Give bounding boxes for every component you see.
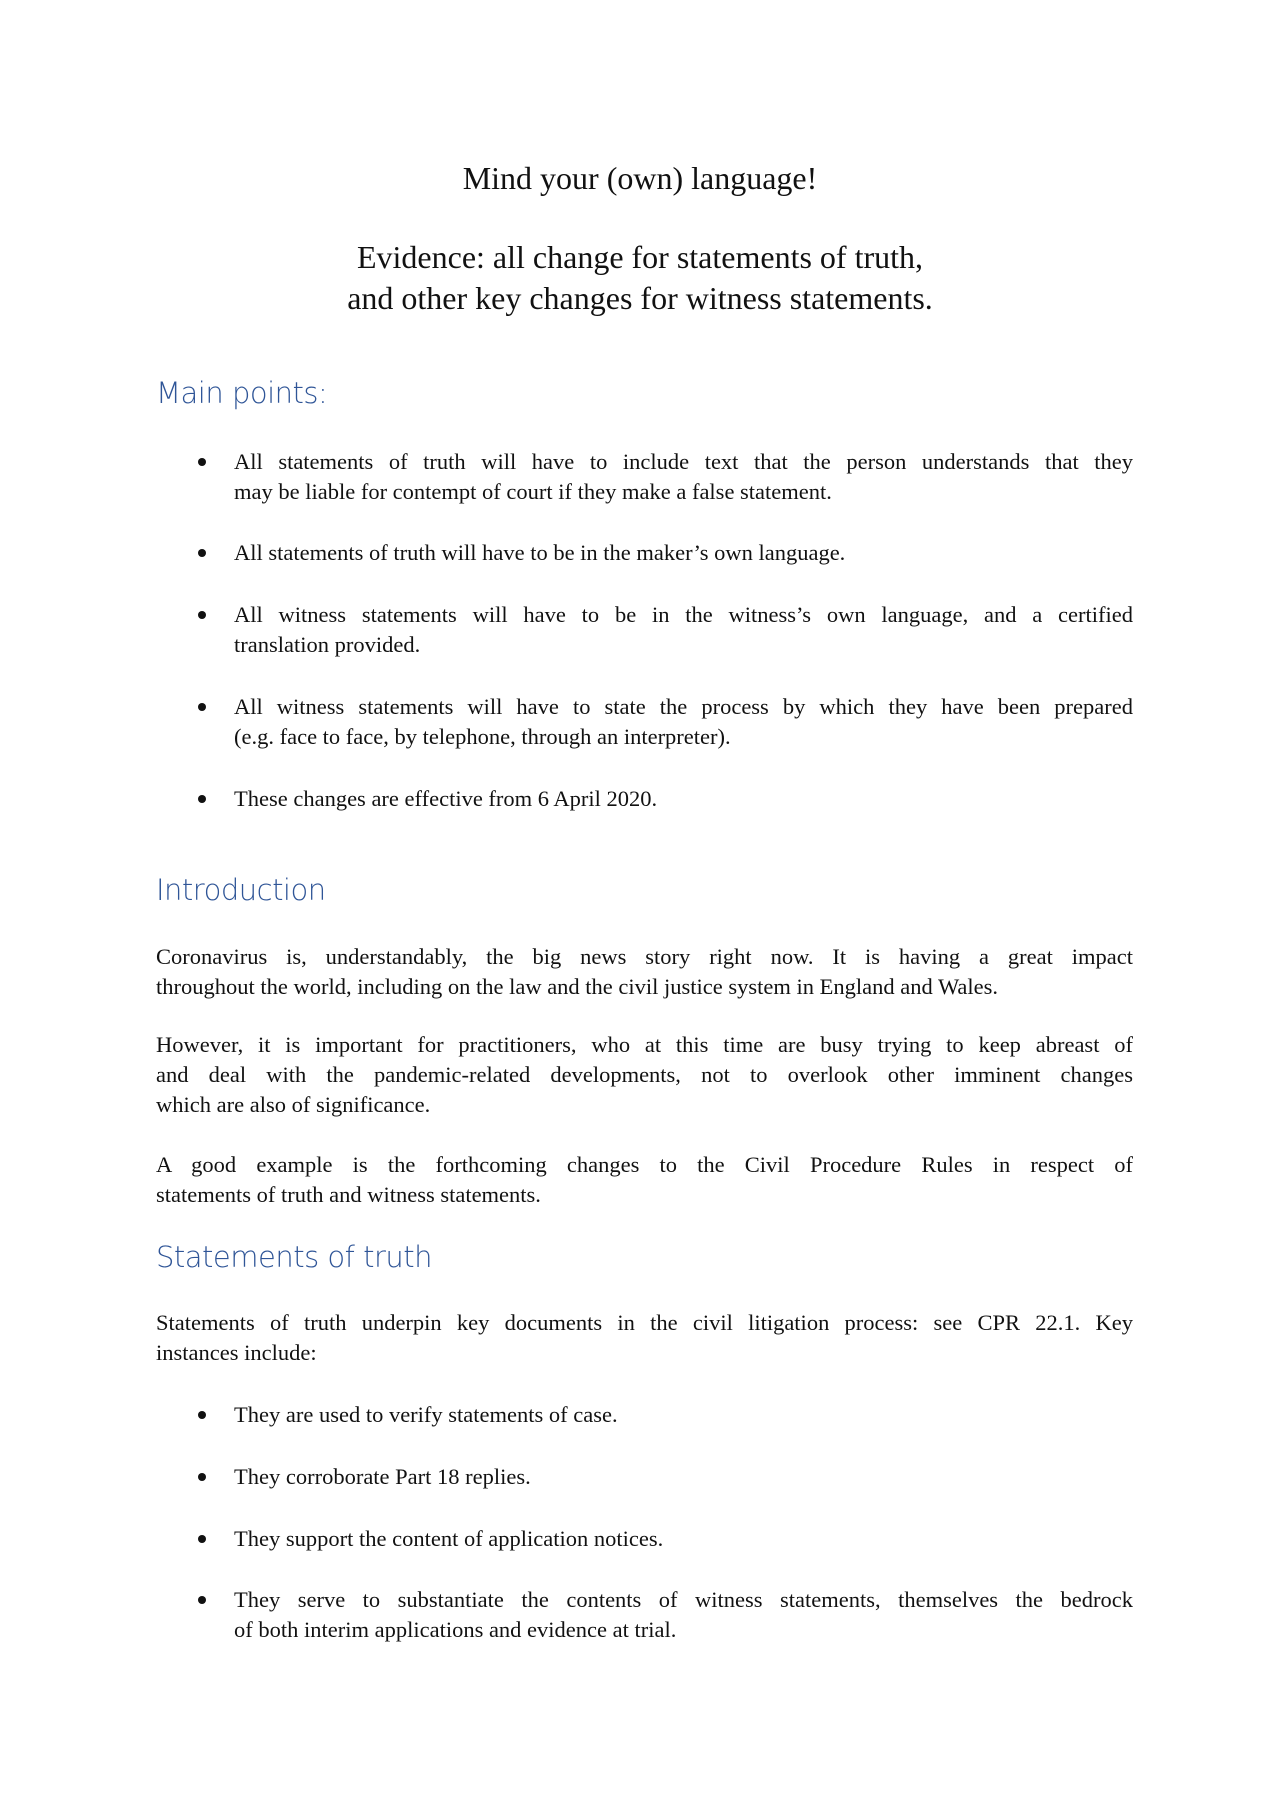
bullet-icon [198, 1535, 206, 1543]
text-line: throughout the world, including on the law and the civil justice system in England and Wales. [156, 974, 998, 999]
text-line: may be liable for contempt of court if they make a false statement. [234, 479, 832, 504]
paragraph [156, 1150, 1133, 1210]
paragraph [156, 1308, 1133, 1368]
list-item [234, 538, 1133, 568]
text-line: Coronavirus is, understandably, the big news story right now. It is having a great impact [156, 944, 1133, 969]
list-item [234, 1462, 1133, 1492]
text-line: Statements of truth underpin key documents in the civil litigation process: see CPR 22.1. Key [156, 1310, 1133, 1335]
list-item [234, 1524, 1133, 1554]
text-line: However, it is important for practitioners, who at this time are busy trying to keep abreast of [156, 1032, 1133, 1057]
bullet-icon [198, 549, 206, 557]
paragraph [156, 942, 1133, 1002]
text-line: They serve to substantiate the contents of witness statements, themselves the bedrock [234, 1587, 1133, 1612]
text-line: of both interim applications and evidence at trial. [234, 1617, 677, 1642]
text-line: They corroborate Part 18 replies. [234, 1464, 531, 1489]
text-line: and deal with the pandemic-related developments, not to overlook other imminent changes [156, 1062, 1133, 1087]
text-line: These changes are effective from 6 April 2020. [234, 786, 658, 811]
text-line: instances include: [156, 1340, 317, 1365]
text-line: All witness statements will have to state the process by which they have been prepared [234, 694, 1133, 719]
heading-statements-of-truth: Statements of truth [156, 1240, 433, 1274]
bullet-icon [198, 703, 206, 711]
paragraph [156, 1030, 1133, 1120]
list-item [234, 784, 1133, 814]
heading-main-points: Main points: [156, 376, 328, 410]
text-line: All witness statements will have to be in the witness’s own language, and a certified [234, 602, 1133, 627]
list-item [234, 600, 1133, 660]
bullet-icon [198, 611, 206, 619]
list-item [234, 692, 1133, 752]
list-item [234, 1585, 1133, 1645]
text-line: All statements of truth will have to include text that the person understands that they [234, 449, 1133, 474]
bullet-icon [198, 1596, 206, 1604]
bullet-icon [198, 1473, 206, 1481]
text-line: which are also of significance. [156, 1092, 431, 1117]
heading-introduction: Introduction [156, 873, 326, 907]
text-line: statements of truth and witness statements. [156, 1182, 541, 1207]
bullet-icon [198, 795, 206, 803]
text-line: A good example is the forthcoming changes to the Civil Procedure Rules in respect of [156, 1152, 1133, 1177]
bullet-icon [198, 1411, 206, 1419]
list-item [234, 447, 1133, 507]
bullet-icon [198, 458, 206, 466]
text-line: They are used to verify statements of case. [234, 1402, 618, 1427]
text-line: All statements of truth will have to be in the maker’s own language. [234, 540, 846, 565]
text-line: They support the content of application notices. [234, 1526, 664, 1551]
text-line: (e.g. face to face, by telephone, through an interpreter). [234, 724, 731, 749]
document-title: Mind your (own) language! [462, 160, 818, 196]
document-subtitle-line: and other key changes for witness statements. [347, 280, 933, 316]
document-subtitle-line: Evidence: all change for statements of truth, [356, 239, 923, 275]
list-item [234, 1400, 1133, 1430]
text-line: translation provided. [234, 632, 421, 657]
